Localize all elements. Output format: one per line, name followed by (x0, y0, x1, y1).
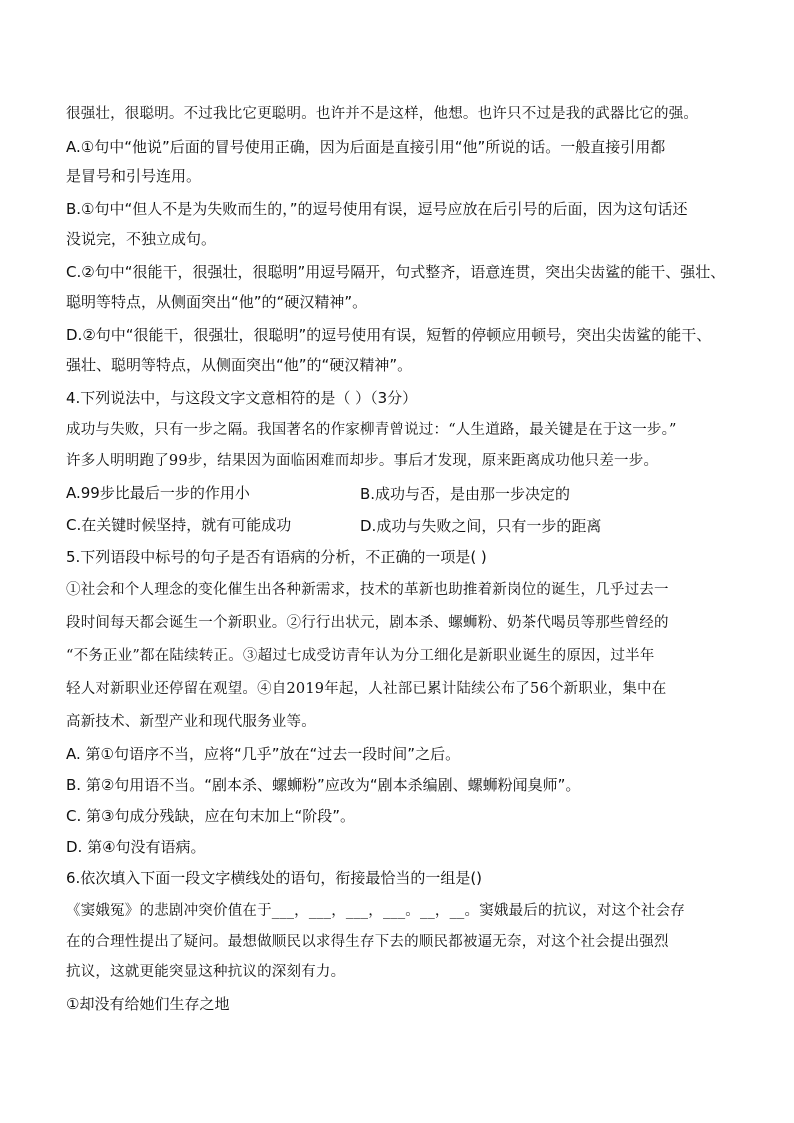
q5-passage-line: ①社会和个人理念的变化催生出各种新需求，技术的革新也助推着新岗位的诞生，几乎过去一 (66, 582, 669, 598)
q5-option-c: C. 第③句成分残缺，应在句末加上“阶段”。 (66, 807, 356, 825)
q6-passage-line: 在的合理性提出了疑问。最想做顺民以求得生存下去的顺民都被逼无奈，对这个社会提出强烈 (66, 934, 669, 950)
option-c-q3-cont: 聪明等特点，从侧面突出“他”的“硬汉精神”。 (66, 293, 368, 311)
q4-option-b: B.成功与否，是由那一步决定的 (360, 485, 571, 503)
option-a-q3-cont: 是冒号和引号连用。 (66, 167, 202, 185)
q5-passage-line: 高新技术、新型产业和现代服务业等。 (66, 714, 316, 730)
q5-option-d: D. 第④句没有语病。 (66, 838, 206, 856)
option-c-q3: C.②句中“很能干，很强壮，很聪明”用逗号隔开，句式整齐，语意连贯，突出尖齿鲨的能干、强壮、 (66, 263, 726, 281)
q5-passage-line: 段时间每天都会诞生一个新职业。②行行出状元，剧本杀、螺蛳粉、奶茶代喝员等那些曾经的 (66, 615, 669, 631)
option-b-q3: B.①句中“但人不是为失败而生的，”的逗号使用有误，逗号应放在后引号的后面，因为这句话还 (66, 200, 688, 218)
question-4-stem: 4.下列说法中，与这段文字文意相符的是（ ）（3分） (66, 389, 418, 407)
option-a-q3: A.①句中“他说”后面的冒号使用正确，因为后面是直接引用“他”所说的话。一般直接引用都 (66, 138, 666, 156)
q5-option-b: B. 第②句用语不当。“剧本杀、螺蛳粉”应改为“剧本杀编剧、螺蛳粉闻臭师”。 (66, 776, 581, 794)
q5-passage-line: “不务正业”都在陆续转正。③超过七成受访青年认为分工细化是新职业诞生的原因，过半年 (66, 648, 655, 664)
option-b-q3-cont: 没说完，不独立成句。 (66, 230, 217, 248)
question-5-stem: 5.下列语段中标号的句子是否有语病的分析，不正确的一项是( ) (66, 548, 487, 566)
q4-passage-line: 成功与失败，只有一步之隔。我国著名的作家柳青曾说过：“人生道路，最关键是在于这一步。” (66, 422, 677, 438)
q6-item-1: ①却没有给她们生存之地 (66, 995, 230, 1013)
q4-option-d: D.成功与失败之间，只有一步的距离 (360, 517, 602, 535)
option-d-q3-cont: 强壮、聪明等特点，从侧面突出“他”的“硬汉精神”。 (66, 356, 413, 374)
option-d-q3: D.②句中“很能干，很强壮，很聪明”的逗号使用有误，短暂的停顿应用顿号，突出尖齿鲨的能干、 (66, 326, 712, 344)
q5-passage-line: 轻人对新职业还停留在观望。④自2019年起，人社部已累计陆续公布了56个新职业，集中在 (66, 681, 667, 697)
q4-option-a: A.99步比最后一步的作用小 (66, 484, 250, 502)
q6-passage-line: 《窦娥冤》的悲剧冲突价值在于___，___，___，___。__，__。窦娥最后的抗议，对这个社会存 (66, 903, 685, 919)
passage-line: 很强壮，很聪明。不过我比它更聪明。也许并不是这样，他想。也许只不过是我的武器比它的强。 (66, 106, 699, 122)
q4-option-c: C.在关键时候坚持，就有可能成功 (66, 516, 292, 534)
q4-passage-line: 许多人明明跑了99步，结果因为面临困难而却步。事后才发现，原来距离成功他只差一步。 (66, 453, 659, 469)
q6-passage-line: 抗议，这就更能突显这种抗议的深刻有力。 (66, 964, 346, 980)
question-6-stem: 6.依次填入下面一段文字横线处的语句，衔接最恰当的一组是() (66, 869, 483, 887)
q5-option-a: A. 第①句语序不当，应将“几乎”放在“过去一段时间”之后。 (66, 745, 461, 763)
